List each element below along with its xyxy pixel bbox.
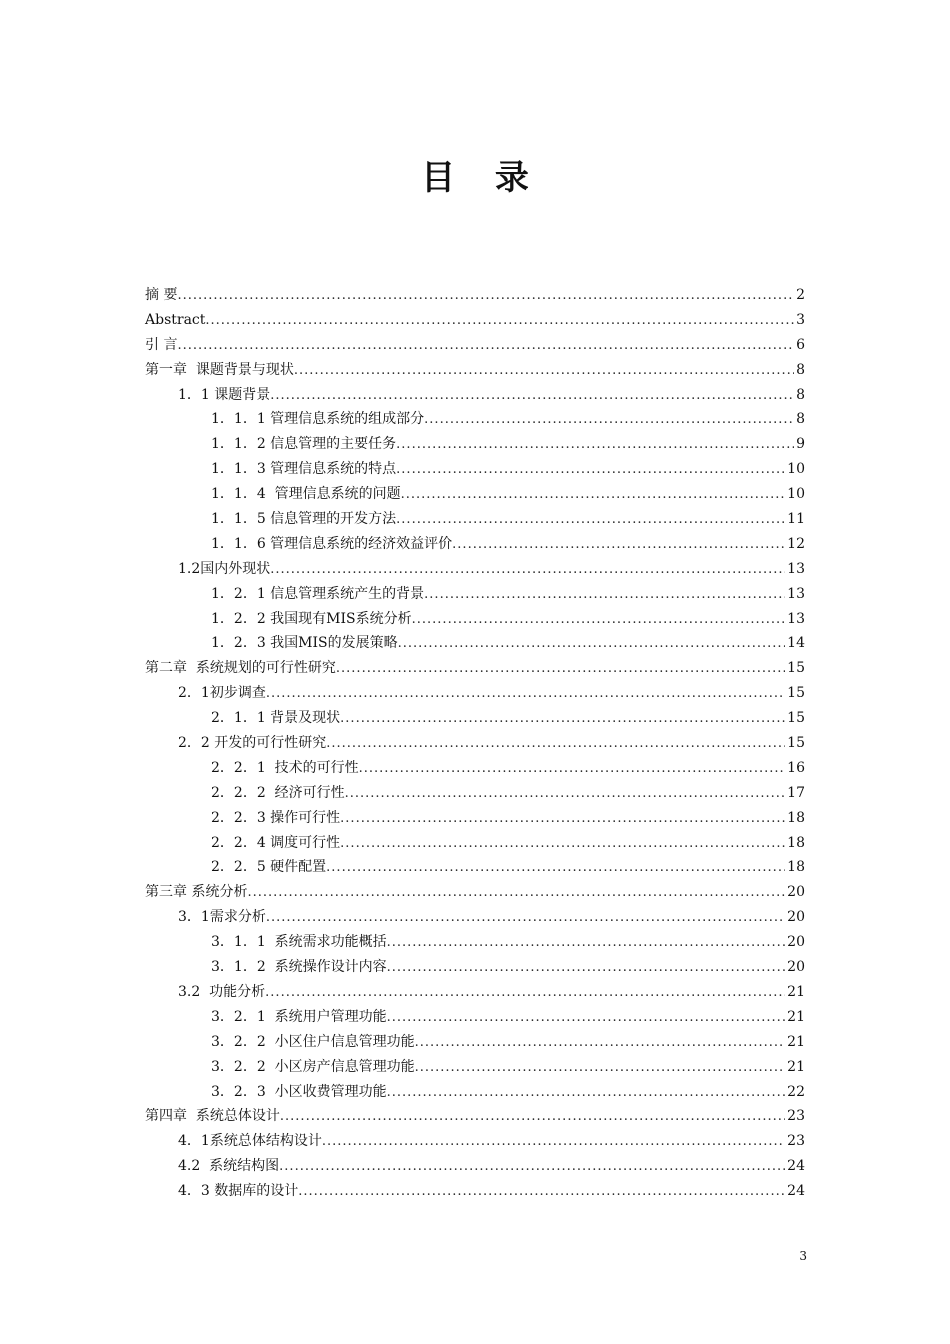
toc-entry-label: 2．2．1 技术的可行性: [211, 759, 359, 776]
toc-dot-leader: [387, 956, 786, 981]
toc-entry-page: 8: [796, 411, 805, 428]
toc-entry[interactable]: [145, 383, 805, 408]
toc-entry[interactable]: [145, 905, 805, 930]
toc-entry[interactable]: [145, 1179, 805, 1204]
toc-dot-leader: [298, 1180, 785, 1205]
toc-entry-page: 23: [787, 1133, 805, 1150]
toc-entry-label: 第二章 系统规划的可行性研究: [145, 660, 336, 677]
toc-entry-page: 3: [796, 311, 805, 328]
toc-entry[interactable]: [145, 333, 805, 358]
toc-entry-page: 18: [787, 809, 805, 826]
toc-entry[interactable]: [145, 1030, 805, 1055]
toc-entry-page: 14: [787, 635, 805, 652]
toc-entry[interactable]: [145, 1080, 805, 1105]
toc-entry-label: 2．2．3 操作可行性: [211, 809, 341, 826]
toc-dot-leader: [387, 1081, 786, 1106]
toc-entry-page: 20: [787, 959, 805, 976]
toc-dot-leader: [266, 682, 785, 707]
toc-entry-page: 9: [796, 436, 805, 453]
toc-entry[interactable]: [145, 656, 805, 681]
toc-entry-page: 18: [787, 859, 805, 876]
toc-entry-label: 3．1．2 系统操作设计内容: [211, 959, 387, 976]
toc-entry-label: 1．1．1 管理信息系统的组成部分: [211, 411, 425, 428]
toc-entry-label: 1．1．4 管理信息系统的问题: [211, 486, 401, 503]
toc-dot-leader: [396, 433, 794, 458]
toc-entry[interactable]: [145, 806, 805, 831]
toc-entry[interactable]: [145, 407, 805, 432]
toc-dot-leader: [326, 732, 785, 757]
toc-entry-page: 12: [787, 535, 805, 552]
page-title: 目 录: [421, 158, 543, 198]
toc-entry-page: 21: [787, 983, 805, 1000]
toc-entry[interactable]: [145, 930, 805, 955]
toc-entry[interactable]: [145, 706, 805, 731]
toc-entry[interactable]: [145, 681, 805, 706]
toc-entry-label: 1．1 课题背景: [178, 386, 271, 403]
toc-dot-leader: [424, 408, 794, 433]
toc-entry-label: 4．3 数据库的设计: [178, 1183, 299, 1200]
toc-entry[interactable]: [145, 1154, 805, 1179]
toc-entry-label: 第四章 系统总体设计: [145, 1108, 280, 1125]
toc-entry-label: 1．1．5 信息管理的开发方法: [211, 511, 397, 528]
toc-entry-page: 22: [787, 1083, 805, 1100]
toc-entry-page: 24: [787, 1158, 805, 1175]
toc-entry-label: 1．2．1 信息管理系统产生的背景: [211, 585, 425, 602]
toc-dot-leader: [177, 334, 794, 359]
toc-entry[interactable]: [145, 781, 805, 806]
toc-dot-leader: [387, 1006, 786, 1031]
toc-entry-label: 1．1．3 管理信息系统的特点: [211, 461, 397, 478]
toc-entry-page: 21: [787, 1033, 805, 1050]
toc-entry-label: 3．2．1 系统用户管理功能: [211, 1008, 387, 1025]
toc-dot-leader: [247, 881, 785, 906]
toc-entry-page: 13: [787, 560, 805, 577]
toc-entry-label: 第三章 系统分析: [145, 884, 248, 901]
toc-dot-leader: [340, 807, 785, 832]
toc-entry[interactable]: [145, 532, 805, 557]
toc-entry-label: 1．2．2 我国现有MIS系统分析: [211, 610, 412, 627]
toc-entry[interactable]: [145, 1055, 805, 1080]
toc-entry[interactable]: [145, 482, 805, 507]
toc-dot-leader: [270, 558, 785, 583]
toc-entry[interactable]: [145, 507, 805, 532]
toc-dot-leader: [336, 657, 785, 682]
toc-entry-page: 20: [787, 884, 805, 901]
toc-dot-leader: [398, 632, 786, 657]
toc-dot-leader: [322, 1130, 785, 1155]
toc-entry-label: 3．1需求分析: [178, 909, 266, 926]
toc-entry-page: 20: [787, 934, 805, 951]
page-number: 3: [799, 1249, 807, 1263]
toc-entry-label: 3．2．2 小区住户信息管理功能: [211, 1033, 415, 1050]
toc-entry-page: 18: [787, 834, 805, 851]
toc-entry-label: 3.2 功能分析: [178, 983, 266, 1000]
toc-dot-leader: [279, 1155, 785, 1180]
toc-dot-leader: [396, 458, 785, 483]
toc-dot-leader: [326, 856, 785, 881]
toc-entry-label: 摘 要: [145, 287, 178, 303]
toc-dot-leader: [205, 309, 794, 334]
table-of-contents: [145, 283, 805, 1204]
toc-dot-leader: [387, 931, 786, 956]
toc-entry-label: 3．1．1 系统需求功能概括: [211, 934, 387, 951]
toc-entry[interactable]: [145, 631, 805, 656]
toc-dot-leader: [424, 583, 785, 608]
toc-entry-page: 16: [787, 759, 805, 776]
toc-entry[interactable]: [145, 731, 805, 756]
toc-dot-leader: [396, 508, 785, 533]
toc-entry-label: 1．2．3 我国MIS的发展策略: [211, 635, 398, 652]
toc-entry-label: 1．1．2 信息管理的主要任务: [211, 436, 397, 453]
toc-dot-leader: [270, 384, 794, 409]
toc-dot-leader: [266, 906, 785, 931]
toc-entry-page: 8: [796, 361, 805, 378]
toc-entry[interactable]: [145, 358, 805, 383]
toc-entry-page: 24: [787, 1183, 805, 1200]
toc-entry-page: 10: [787, 486, 805, 503]
toc-entry-label: 引 言: [145, 336, 178, 353]
toc-entry[interactable]: [145, 855, 805, 880]
toc-entry-label: Abstract: [145, 311, 206, 328]
toc-dot-leader: [265, 981, 785, 1006]
toc-dot-leader: [280, 1105, 785, 1130]
toc-entry[interactable]: [145, 582, 805, 607]
toc-entry-label: 2．2．2 经济可行性: [211, 784, 345, 801]
toc-entry-page: 10: [787, 461, 805, 478]
toc-entry-label: 2．2．4 调度可行性: [211, 834, 341, 851]
toc-dot-leader: [452, 533, 785, 558]
toc-entry-label: 4.2 系统结构图: [178, 1158, 280, 1175]
toc-entry-label: 1．1．6 管理信息系统的经济效益评价: [211, 535, 453, 552]
toc-entry-page: 13: [787, 585, 805, 602]
toc-entry-label: 2．1．1 背景及现状: [211, 710, 341, 727]
toc-entry[interactable]: [145, 1104, 805, 1129]
toc-entry[interactable]: [145, 756, 805, 781]
toc-entry[interactable]: [145, 1129, 805, 1154]
toc-entry[interactable]: [145, 283, 805, 308]
toc-entry-label: 2．1初步调查: [178, 685, 266, 702]
toc-entry-label: 3．2．3 小区收费管理功能: [211, 1083, 387, 1100]
toc-entry-page: 15: [787, 660, 805, 677]
toc-entry-label: 第一章 课题背景与现状: [145, 361, 294, 378]
toc-entry-page: 15: [787, 710, 805, 727]
toc-entry-label: 3．2．2 小区房产信息管理功能: [211, 1058, 415, 1075]
toc-entry-page: 6: [796, 336, 805, 353]
toc-entry[interactable]: [145, 831, 805, 856]
toc-entry-page: 23: [787, 1108, 805, 1125]
toc-entry[interactable]: [145, 607, 805, 632]
toc-entry-label: 1.2国内外现状: [178, 560, 271, 577]
toc-dot-leader: [177, 284, 794, 309]
toc-entry[interactable]: [145, 1005, 805, 1030]
toc-entry-page: 17: [787, 784, 805, 801]
toc-entry[interactable]: [145, 880, 805, 905]
toc-dot-leader: [294, 359, 794, 384]
toc-entry-page: 21: [787, 1058, 805, 1075]
toc-entry[interactable]: [145, 980, 805, 1005]
toc-entry-label: 4．1系统总体结构设计: [178, 1133, 322, 1150]
toc-entry-page: 8: [796, 386, 805, 403]
toc-entry-page: 13: [787, 610, 805, 627]
toc-entry-page: 21: [787, 1008, 805, 1025]
toc-dot-leader: [359, 757, 786, 782]
toc-entry[interactable]: [145, 557, 805, 582]
toc-dot-leader: [401, 483, 786, 508]
toc-entry-label: 2．2．5 硬件配置: [211, 859, 327, 876]
toc-dot-leader: [345, 782, 786, 807]
toc-entry-page: 11: [787, 511, 805, 528]
toc-entry-label: 2．2 开发的可行性研究: [178, 735, 327, 752]
toc-dot-leader: [340, 707, 785, 732]
toc-dot-leader: [412, 608, 786, 633]
toc-entry-page: 15: [787, 685, 805, 702]
toc-entry-page: 15: [787, 735, 805, 752]
toc-dot-leader: [415, 1056, 786, 1081]
toc-dot-leader: [415, 1031, 786, 1056]
toc-entry[interactable]: [145, 432, 805, 457]
toc-entry[interactable]: [145, 955, 805, 980]
toc-entry-page: 20: [787, 909, 805, 926]
toc-dot-leader: [340, 832, 785, 857]
toc-entry[interactable]: [145, 308, 805, 333]
toc-entry[interactable]: [145, 457, 805, 482]
toc-entry-page: 2: [796, 287, 805, 303]
